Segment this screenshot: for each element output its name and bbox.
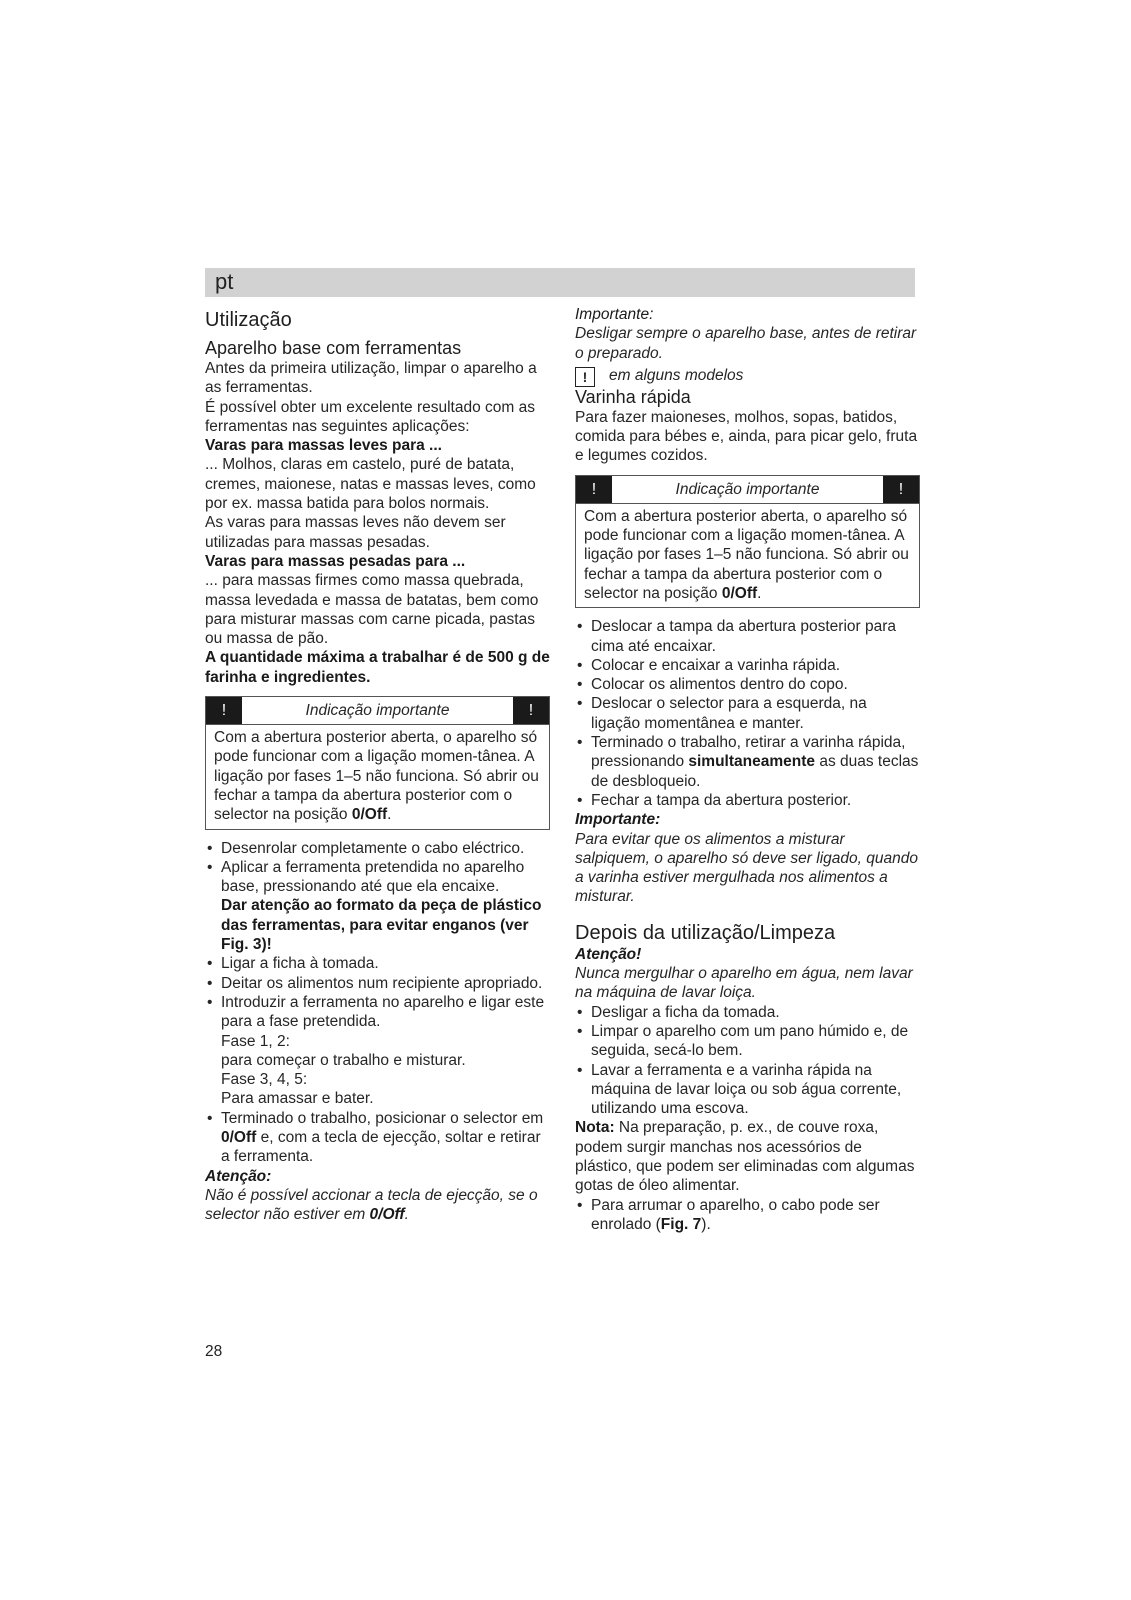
step-text: Terminado o trabalho, retirar a varinha rápida, pressionando xyxy=(591,734,906,771)
important-text: Para evitar que os alimentos a misturar salpiquem, o aparelho só deve ser ligado, quando a varinha estiver mergulhada nos alimentos a misturar. xyxy=(575,830,918,906)
list-item xyxy=(205,1109,550,1167)
important-notice-body xyxy=(206,725,549,828)
important-notice-title: Indicação importante xyxy=(305,702,450,720)
list-item: • Deitar os alimentos num recipiente apropriado. xyxy=(205,974,550,993)
step-text: ). xyxy=(701,1215,711,1233)
step-text: e, com a tecla de ejecção, soltar e retirar a ferramenta. xyxy=(221,1128,541,1166)
important-label: Importante: xyxy=(575,306,654,323)
important-notice-box xyxy=(575,475,920,608)
usage-steps-list xyxy=(205,839,550,1167)
important-notice-header xyxy=(576,476,919,504)
important-notice-header xyxy=(206,697,549,725)
important-label: Importante: xyxy=(575,811,661,829)
hand-blender-title: Varinha rápida xyxy=(575,386,691,407)
light-whisk-text: ... Molhos, claras em castelo, puré de batata, cremes, maionese, natas e massas leves, como por ex. massa batida para bolos normais. xyxy=(205,456,536,513)
list-item: • Colocar e encaixar a varinha rápida. xyxy=(575,656,920,675)
hand-blender-text: Para fazer maioneses, molhos, sopas, batidos, comida para bébes e, ainda, para picar gelo, fruta e legumes cozidos. xyxy=(575,408,918,465)
intro-paragraph-1: Antes da primeira utilização, limpar o aparelho a as ferramentas. xyxy=(205,360,537,397)
important-notice-body xyxy=(576,504,919,607)
list-item: • Deslocar o selector para a esquerda, na ligação momentânea e manter. xyxy=(575,694,920,733)
some-models-line xyxy=(575,366,920,387)
attention-end: . xyxy=(404,1206,409,1224)
list-item xyxy=(205,858,550,954)
list-item: • Limpar o aparelho com um pano húmido e, de seguida, secá-lo bem. xyxy=(575,1022,920,1061)
list-item: • Deslocar a tampa da abertura posterior para cima até encaixar. xyxy=(575,617,920,656)
exclamation-icon: ! xyxy=(576,476,612,503)
exclamation-icon: ! xyxy=(883,476,919,503)
step-text: Terminado o trabalho, posicionar o selector em xyxy=(221,1109,544,1127)
notice-end: . xyxy=(757,584,762,602)
attention-label: Atenção: xyxy=(205,1167,272,1185)
list-item: • Fechar a tampa da abertura posterior. xyxy=(575,791,920,810)
important-text: Desligar sempre o aparelho base, antes de retirar o preparado. xyxy=(575,325,917,362)
intro-paragraph-2: É possível obter um excelente resultado com as ferramentas nas seguintes aplicações: xyxy=(205,398,535,435)
some-models-text: em alguns modelos xyxy=(609,366,744,384)
notice-text: Com a abertura posterior aberta, o aparelho só pode funcionar com a ligação momen-tânea. A ligação por fases 1–5 não funciona. Só abrir ou fechar a tampa da abertura posterior com o selector na posição xyxy=(584,507,909,602)
speed-label: Fase 3, 4, 5: xyxy=(221,1071,308,1089)
subheading-base-tools: Aparelho base com ferramentas xyxy=(205,338,462,358)
exclamation-icon: ! xyxy=(513,697,549,724)
important-notice-title: Indicação importante xyxy=(675,480,820,498)
blender-steps-list xyxy=(575,617,920,810)
selector-off-position: 0/Off xyxy=(721,584,758,602)
list-item: • Lavar a ferramenta e a varinha rápida na máquina de lavar loiça ou sob água corrente, utilizando uma escova. xyxy=(575,1061,920,1119)
section-heading-utilizacao: Utilização xyxy=(205,309,292,331)
notice-text: Com a abertura posterior aberta, o aparelho só pode funcionar com a ligação momen-tânea. A ligação por fases 1–5 não funciona. Só abrir ou fechar a tampa da abertura posterior com o selector na posição xyxy=(214,729,539,824)
light-whisk-title: Varas para massas leves para ... xyxy=(205,437,442,455)
step-text: as duas teclas de desbloqueio. xyxy=(591,753,919,790)
light-whisk-note: As varas para massas leves não devem ser utilizadas para massas pesadas. xyxy=(205,514,506,551)
max-quantity-note: A quantidade máxima a trabalhar é de 500 g de farinha e ingredientes. xyxy=(205,649,550,686)
note-text: Na preparação, p. ex., de couve roxa, podem surgir manchas nos acessórios de plástico, que podem ser eliminadas com algumas gotas de óleo alimentar. xyxy=(575,1119,915,1195)
note-paragraph xyxy=(575,1118,920,1195)
list-item xyxy=(205,993,550,1109)
speed-description: para começar o trabalho e misturar. xyxy=(221,1051,466,1069)
speed-description: Para amassar e bater. xyxy=(221,1090,374,1108)
step-text: • Introduzir a ferramenta no aparelho e ligar este para a fase pretendida. xyxy=(221,993,545,1031)
storage-list xyxy=(575,1196,920,1235)
speed-label: Fase 1, 2: xyxy=(221,1032,290,1050)
right-column xyxy=(575,305,920,1234)
language-code: pt xyxy=(215,269,234,294)
simultaneously-emphasis: simultaneamente xyxy=(688,753,816,771)
selector-off-position: 0/Off xyxy=(369,1206,405,1224)
important-notice-box xyxy=(205,696,550,829)
attention-body: Não é possível accionar a tecla de ejecção, se o selector não estiver em xyxy=(205,1186,538,1224)
selector-off-position: 0/Off xyxy=(221,1128,257,1146)
list-item: • Desenrolar completamente o cabo eléctrico. xyxy=(205,839,550,858)
page-number: 28 xyxy=(205,1343,223,1360)
selector-off-position: 0/Off xyxy=(351,806,388,824)
list-item xyxy=(575,733,920,791)
list-item: • Ligar a ficha à tomada. xyxy=(205,954,550,973)
attention-text: Nunca mergulhar o aparelho em água, nem lavar na máquina de lavar loiça. xyxy=(575,965,913,1002)
heavy-whisk-title: Varas para massas pesadas para ... xyxy=(205,552,466,570)
exclamation-icon: ! xyxy=(206,697,242,724)
heavy-whisk-text: ... para massas firmes como massa quebrada, massa levedada e massa de batatas, bem como para misturar massas com carne picada, pastas ou massa de pão. xyxy=(205,572,539,648)
attention-text xyxy=(205,1186,550,1225)
attention-label: Atenção! xyxy=(575,945,642,963)
warning-box-icon: ! xyxy=(575,367,595,387)
step-text: Para arrumar o aparelho, o cabo pode ser enrolado ( xyxy=(591,1196,880,1233)
step-warning: Dar atenção ao formato da peça de plástico das ferramentas, para evitar enganos (ver Fig. 3)! xyxy=(221,897,542,954)
step-text: Aplicar a ferramenta pretendida no aparelho base, pressionando até que ela encaixe. xyxy=(221,858,525,896)
after-use-cleaning-heading: Depois da utilização/Limpeza xyxy=(575,921,836,944)
list-item: • Desligar a ficha da tomada. xyxy=(575,1003,920,1022)
left-column xyxy=(205,305,550,1224)
cleaning-steps-list xyxy=(575,1003,920,1119)
note-label: Nota: xyxy=(575,1119,615,1137)
list-item: • Colocar os alimentos dentro do copo. xyxy=(575,675,920,694)
notice-end: . xyxy=(387,806,392,824)
figure-reference: Fig. 7 xyxy=(660,1215,702,1233)
list-item xyxy=(575,1196,920,1235)
language-header-bar xyxy=(205,268,915,297)
